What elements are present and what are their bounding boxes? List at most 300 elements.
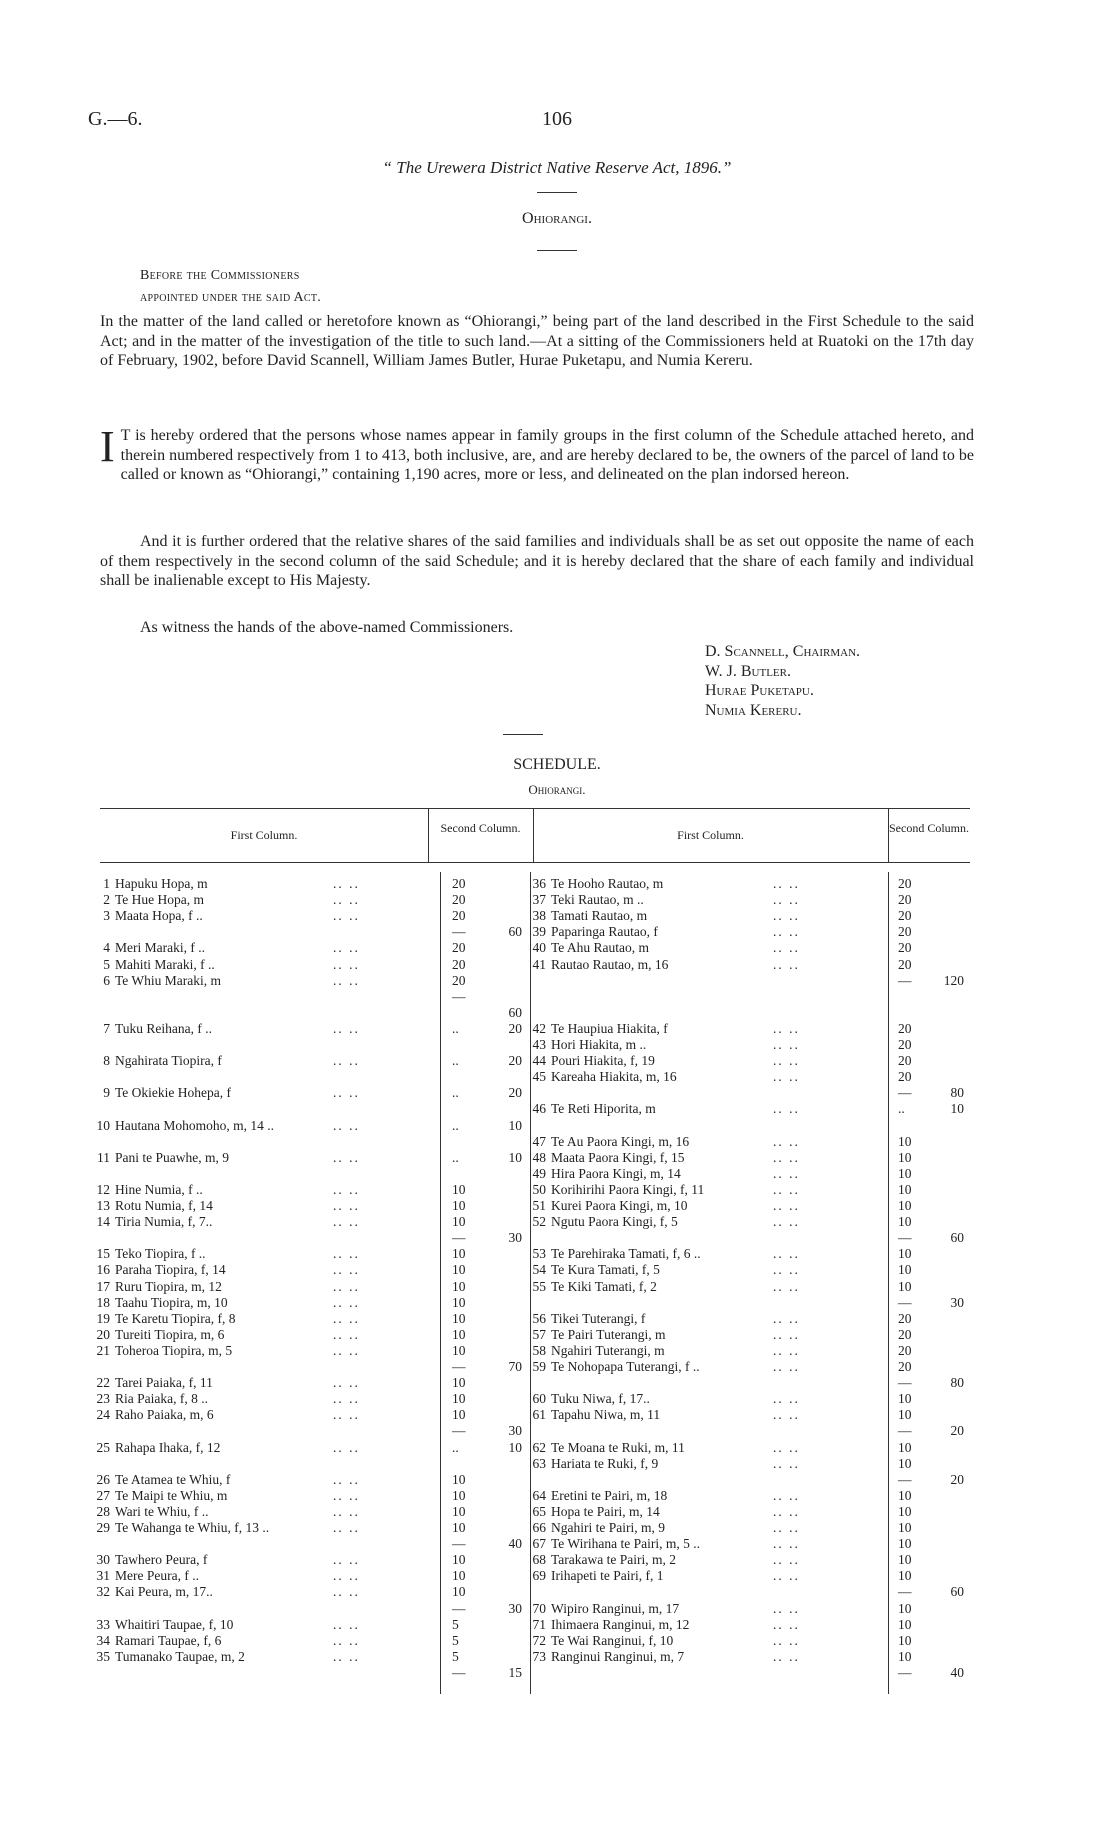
share-value: 10	[452, 1391, 466, 1407]
share-value: 10	[452, 1342, 466, 1358]
row-number: 26	[96, 1471, 110, 1487]
family-total: 30	[950, 1294, 964, 1310]
share-value: 10	[898, 1552, 912, 1568]
table-row	[92, 876, 208, 892]
share-value: 10	[898, 1455, 912, 1471]
table-row	[92, 1488, 227, 1504]
share-value: 20	[898, 876, 912, 891]
act-title: “ The Urewera District Native Reserve Act, 1896.”	[382, 158, 732, 177]
owner-name: Maata Hopa, f ..	[115, 908, 203, 924]
share-value: 10	[898, 1439, 912, 1455]
table-header-rule	[100, 862, 970, 863]
table-row	[92, 1472, 230, 1488]
table-row	[528, 1101, 656, 1117]
share-value: 10	[452, 1471, 466, 1487]
row-number: 45	[532, 1069, 546, 1085]
table-row	[92, 957, 215, 973]
owner-name: Te Karetu Tiopira, f, 8	[115, 1310, 236, 1326]
share-value: —	[898, 1230, 912, 1246]
owner-name: Ranginui Ranginui, m, 7	[551, 1648, 685, 1664]
table-row	[528, 924, 658, 940]
value-rule	[888, 872, 889, 1694]
owner-name: Toheroa Tiopira, m, 5	[115, 1342, 233, 1358]
share-value: 20	[452, 972, 466, 988]
row-number: 40	[532, 940, 546, 956]
table-row	[528, 1246, 701, 1262]
leader-dots: .. ..	[333, 1326, 360, 1342]
leader-dots: .. ..	[773, 956, 800, 972]
share-value: —	[452, 988, 466, 1004]
owner-name: Te Wirihana te Pairi, m, 5 ..	[551, 1536, 700, 1552]
table-row	[528, 1037, 646, 1053]
owner-name: Kareaha Hiakita, m, 16	[551, 1069, 677, 1085]
leader-dots: .. ..	[333, 1085, 360, 1101]
owner-name: Tamati Rautao, m	[551, 908, 648, 924]
row-number: 68	[532, 1552, 546, 1568]
leader-dots: .. ..	[773, 1069, 800, 1085]
table-row	[92, 1617, 233, 1633]
share-value: 10	[898, 1391, 912, 1407]
share-value: 10	[452, 1503, 466, 1519]
owner-name: Tarei Paiaka, f, 11	[115, 1375, 213, 1391]
row-number: 27	[96, 1487, 110, 1503]
share-value: 20	[898, 1342, 912, 1358]
owner-name: Tapahu Niwa, m, 11	[551, 1407, 661, 1423]
share-value: 10	[452, 1294, 466, 1310]
leader-dots: .. ..	[333, 1391, 360, 1407]
share-value: 10	[898, 1616, 912, 1632]
before-line-1: Before the Commissioners	[140, 268, 300, 283]
table-row	[92, 1246, 206, 1262]
leader-dots: .. ..	[773, 1326, 800, 1342]
leader-dots: .. ..	[773, 1520, 800, 1535]
table-row	[92, 1279, 222, 1295]
page-number: 106	[542, 108, 572, 130]
leader-dots: .. ..	[773, 1439, 800, 1455]
owner-name: Hori Hiakita, m ..	[551, 1037, 647, 1052]
owner-name: Hopa te Pairi, m, 14	[551, 1503, 660, 1519]
row-number: 21	[96, 1342, 110, 1358]
family-total: 10	[950, 1101, 964, 1117]
share-value: ..	[452, 1117, 459, 1133]
owner-name: Ngahiri Tuterangi, m	[551, 1342, 665, 1358]
row-number: 53	[532, 1246, 546, 1262]
owner-name: Ruru Tiopira, m, 12	[115, 1278, 222, 1294]
owner-name: Te Atamea te Whiu, f	[115, 1471, 231, 1487]
share-value: 20	[452, 940, 466, 956]
leader-dots: .. ..	[333, 1552, 360, 1568]
share-value: 20	[898, 1359, 912, 1374]
leader-dots: .. ..	[333, 1568, 360, 1584]
owner-name: Hautana Mohomoho, m, 14 ..	[115, 1117, 274, 1133]
family-total: 10	[508, 1149, 522, 1165]
header-second-column-left: Second Column.	[440, 821, 521, 835]
leader-dots: .. ..	[773, 1407, 800, 1423]
owner-name: Te Hue Hopa, m	[115, 892, 205, 908]
share-value: —	[452, 1359, 466, 1374]
leader-dots: .. ..	[333, 892, 360, 908]
owner-name: Te Pairi Tuterangi, m	[551, 1326, 666, 1342]
family-total: 30	[508, 1600, 522, 1616]
row-number: 39	[532, 924, 546, 940]
leader-dots: .. ..	[333, 1214, 360, 1230]
table-row	[528, 1536, 700, 1552]
owner-name: Pani te Puawhe, m, 9	[115, 1149, 229, 1165]
family-total: 60	[950, 1230, 964, 1246]
share-value: —	[898, 1584, 912, 1600]
owner-name: Wari te Whiu, f ..	[115, 1503, 209, 1519]
leader-dots: .. ..	[773, 1181, 800, 1197]
row-number: 73	[532, 1648, 546, 1664]
table-row	[528, 1182, 704, 1198]
leader-dots: .. ..	[333, 1117, 360, 1133]
signature-3: Hurae Puketapu.	[705, 682, 814, 699]
share-value: 10	[898, 1278, 912, 1294]
table-row	[528, 1359, 700, 1375]
owner-name: Whaitiri Taupae, f, 10	[115, 1616, 234, 1632]
signature-2: W. J. Butler.	[705, 662, 791, 680]
leader-dots: .. ..	[773, 1552, 800, 1568]
row-number: 49	[532, 1165, 546, 1181]
share-value: 20	[898, 908, 912, 924]
share-value: 10	[898, 1520, 912, 1535]
owner-name: Tarakawa te Pairi, m, 2	[551, 1552, 677, 1568]
row-number: 10	[96, 1117, 110, 1133]
table-row	[528, 1327, 666, 1343]
share-value: 10	[452, 1520, 466, 1535]
owner-name: Hapuku Hopa, m	[115, 876, 208, 891]
leader-dots: .. ..	[333, 1278, 360, 1294]
row-number: 69	[532, 1568, 546, 1584]
owner-name: Te Wahanga te Whiu, f, 13 ..	[115, 1520, 270, 1535]
owner-name: Te Nohopapa Tuterangi, f ..	[551, 1359, 700, 1374]
divider	[503, 734, 543, 735]
share-value: —	[452, 1536, 466, 1552]
table-row	[92, 1649, 245, 1665]
row-number: 13	[96, 1198, 110, 1213]
share-value: 10	[898, 1600, 912, 1616]
owner-name: Te Parehiraka Tamati, f, 6 ..	[551, 1246, 701, 1262]
order-paragraph	[100, 422, 974, 485]
table-row	[92, 1391, 208, 1407]
share-value: —	[898, 1471, 912, 1487]
leader-dots: .. ..	[773, 1246, 800, 1262]
matter-paragraph	[100, 312, 974, 371]
leader-dots: .. ..	[773, 876, 800, 891]
table-row	[92, 1262, 226, 1278]
leader-dots: .. ..	[773, 1037, 800, 1052]
table-row	[92, 1182, 203, 1198]
row-number: 55	[532, 1278, 546, 1294]
leader-dots: .. ..	[333, 1310, 360, 1326]
header-first-column-right: First Column.	[677, 828, 744, 842]
row-number: 36	[532, 876, 546, 891]
family-total: 15	[508, 1664, 522, 1680]
row-number: 65	[532, 1503, 546, 1519]
share-value: 20	[898, 940, 912, 956]
share-value: 10	[898, 1198, 912, 1213]
share-value: 10	[452, 1552, 466, 1568]
leader-dots: .. ..	[333, 1262, 360, 1278]
row-number: 42	[532, 1020, 546, 1036]
share-value: —	[452, 924, 466, 940]
owner-name: Tikei Tuterangi, f	[551, 1310, 646, 1326]
leader-dots: .. ..	[773, 1536, 800, 1552]
owner-name: Te Kura Tamati, f, 5	[551, 1262, 660, 1278]
table-row	[92, 1633, 221, 1649]
share-value: —	[898, 1294, 912, 1310]
row-number: 8	[103, 1053, 110, 1069]
share-value: 5	[452, 1616, 459, 1632]
owner-name: Ngahiri te Pairi, m, 9	[551, 1520, 665, 1535]
row-number: 70	[532, 1600, 546, 1616]
matter-text: In the matter of the land called or heretofore known as “Ohiorangi,” being part of the land described in the First Schedule to the said Act; and in the matter of the investigation of the title to such land.—At a sitting of the Commissioners held at Ruatoki on the 17th day of February, 1902, before David Scannell, William James Butler, Hurae Puketapu, and Numia Kereru.	[100, 313, 974, 369]
row-number: 71	[532, 1616, 546, 1632]
owner-name: Paraha Tiopira, f, 14	[115, 1262, 226, 1278]
table-row	[92, 1085, 231, 1101]
share-value: 10	[898, 1648, 912, 1664]
leader-dots: .. ..	[333, 908, 360, 924]
table-row	[528, 1568, 663, 1584]
share-value: —	[452, 1600, 466, 1616]
table-row	[92, 1568, 199, 1584]
share-value: 10	[898, 1632, 912, 1648]
document-reference: G.—6.	[88, 108, 143, 130]
owner-name: Te Okiekie Hohepa, f	[115, 1085, 232, 1101]
table-row	[92, 1214, 212, 1230]
owner-name: Te Au Paora Kingi, m, 16	[551, 1133, 690, 1149]
owner-name: Meri Maraki, f ..	[115, 940, 205, 956]
row-number: 24	[96, 1407, 110, 1423]
share-value: 10	[898, 1165, 912, 1181]
value-rule	[440, 872, 441, 1694]
row-number: 46	[532, 1101, 546, 1117]
leader-dots: .. ..	[333, 1342, 360, 1358]
share-value: —	[898, 1664, 912, 1680]
row-number: 12	[96, 1181, 110, 1197]
order-text: T is hereby ordered that the persons whose names appear in family groups in the first column of the Schedule attached hereto, and therein numbered respectively from 1 to 413, both inclusive, are, and are hereby declared to be, the owners of the parcel of land to be called or known as “Ohiorangi,” containing 1,190 acres, more or less, and delineated on the plan indorsed hereon.	[120, 427, 974, 483]
family-total: 40	[950, 1664, 964, 1680]
owner-name: Ihimaera Ranginui, m, 12	[551, 1616, 690, 1632]
owner-name: Teki Rautao, m ..	[551, 892, 644, 908]
owner-name: Mere Peura, f ..	[115, 1568, 199, 1584]
row-number: 6	[103, 972, 110, 988]
owner-name: Tuku Niwa, f, 17..	[551, 1391, 650, 1407]
leader-dots: .. ..	[773, 1342, 800, 1358]
share-value: 10	[898, 1246, 912, 1262]
row-number: 41	[532, 956, 546, 972]
share-value: 10	[898, 1568, 912, 1584]
leader-dots: .. ..	[333, 1584, 360, 1600]
share-value: 10	[898, 1487, 912, 1503]
leader-dots: .. ..	[333, 1503, 360, 1519]
share-value: 20	[898, 1020, 912, 1036]
table-row	[528, 1069, 677, 1085]
leader-dots: .. ..	[333, 1616, 360, 1632]
owner-name: Te Hooho Rautao, m	[551, 876, 664, 891]
leader-dots: .. ..	[333, 1439, 360, 1455]
owner-name: Mahiti Maraki, f ..	[115, 956, 215, 972]
leader-dots: .. ..	[773, 1568, 800, 1584]
share-value: 5	[452, 1632, 459, 1648]
table-row	[528, 957, 668, 973]
leader-dots: .. ..	[333, 1198, 360, 1213]
share-value: 20	[898, 1053, 912, 1069]
row-number: 25	[96, 1439, 110, 1455]
row-number: 34	[96, 1632, 110, 1648]
table-row	[92, 1504, 209, 1520]
row-number: 17	[96, 1278, 110, 1294]
leader-dots: .. ..	[773, 1616, 800, 1632]
row-number: 9	[103, 1085, 110, 1101]
row-number: 20	[96, 1326, 110, 1342]
row-number: 23	[96, 1391, 110, 1407]
leader-dots: .. ..	[773, 1310, 800, 1326]
owner-name: Te Reti Hiporita, m	[551, 1101, 656, 1117]
leader-dots: .. ..	[773, 1455, 800, 1471]
share-value: —	[452, 1423, 466, 1439]
owner-name: Irihapeti te Pairi, f, 1	[551, 1568, 664, 1584]
leader-dots: .. ..	[773, 1503, 800, 1519]
leader-dots: .. ..	[333, 1407, 360, 1423]
table-row	[528, 1617, 689, 1633]
signature-block	[705, 642, 860, 720]
row-number: 2	[103, 892, 110, 908]
owner-name: Ngahirata Tiopira, f	[115, 1053, 222, 1069]
family-total: 20	[950, 1423, 964, 1439]
row-number: 3	[103, 908, 110, 924]
row-number: 4	[103, 940, 110, 956]
leader-dots: .. ..	[773, 1101, 800, 1117]
row-number: 50	[532, 1181, 546, 1197]
owner-name: Te Moana te Ruki, m, 11	[551, 1439, 685, 1455]
leader-dots: .. ..	[333, 1375, 360, 1391]
share-value: 10	[452, 1584, 466, 1600]
table-row	[92, 1311, 236, 1327]
share-value: 20	[898, 1069, 912, 1085]
leader-dots: .. ..	[773, 892, 800, 908]
share-value: 10	[898, 1536, 912, 1552]
row-number: 19	[96, 1310, 110, 1326]
table-row	[92, 973, 221, 989]
divider	[537, 192, 577, 193]
header-second-column-right: Second Column.	[889, 821, 969, 835]
leader-dots: .. ..	[773, 1133, 800, 1149]
share-value: 10	[452, 1310, 466, 1326]
row-number: 15	[96, 1246, 110, 1262]
row-number: 51	[532, 1198, 546, 1213]
leader-dots: .. ..	[773, 1020, 800, 1036]
table-row	[92, 1375, 213, 1391]
table-row	[528, 1198, 687, 1214]
col-divider	[888, 808, 889, 862]
table-row	[528, 908, 647, 924]
table-row	[528, 1279, 657, 1295]
before-heading	[140, 265, 321, 309]
table-row	[92, 892, 204, 908]
table-row	[528, 940, 649, 956]
witness-line: As witness the hands of the above-named Commissioners.	[140, 619, 514, 636]
table-row	[528, 1552, 676, 1568]
family-total: 40	[508, 1536, 522, 1552]
share-value: ..	[452, 1053, 459, 1069]
leader-dots: .. ..	[773, 1487, 800, 1503]
share-value: 20	[452, 956, 466, 972]
owner-name: Pouri Hiakita, f, 19	[551, 1053, 655, 1069]
table-row	[92, 908, 203, 924]
leader-dots: .. ..	[333, 1520, 360, 1535]
row-number: 28	[96, 1503, 110, 1519]
table-row	[528, 1488, 667, 1504]
owner-name: Ngutu Paora Kingi, f, 5	[551, 1214, 678, 1230]
owner-name: Rautao Rautao, m, 16	[551, 956, 669, 972]
share-value: 10	[452, 1326, 466, 1342]
leader-dots: .. ..	[773, 1391, 800, 1407]
leader-dots: .. ..	[333, 1487, 360, 1503]
family-total: 30	[508, 1423, 522, 1439]
table-row	[92, 1327, 224, 1343]
table-row	[92, 1584, 213, 1600]
share-value: 20	[452, 876, 466, 891]
share-value: 10	[898, 1181, 912, 1197]
share-value: ..	[452, 1439, 459, 1455]
row-number: 35	[96, 1648, 110, 1664]
owner-name: Te Ahu Rautao, m	[551, 940, 650, 956]
share-value: 10	[898, 1503, 912, 1519]
table-row	[528, 1456, 658, 1472]
owner-name: Ramari Taupae, f, 6	[115, 1632, 222, 1648]
row-number: 38	[532, 908, 546, 924]
family-total: 120	[943, 972, 964, 988]
row-number: 31	[96, 1568, 110, 1584]
owner-name: Eretini te Pairi, m, 18	[551, 1487, 668, 1503]
family-total: 10	[508, 1439, 522, 1455]
owner-name: Hira Paora Kingi, m, 14	[551, 1165, 681, 1181]
table-row	[528, 876, 663, 892]
leader-dots: .. ..	[333, 1648, 360, 1664]
table-row	[92, 1440, 220, 1456]
share-value: 10	[898, 1149, 912, 1165]
owner-name: Te Wai Ranginui, f, 10	[551, 1632, 674, 1648]
table-row	[92, 1407, 214, 1423]
row-number: 32	[96, 1584, 110, 1600]
share-value: 10	[452, 1407, 466, 1423]
share-value: 10	[452, 1198, 466, 1213]
table-row	[528, 1214, 678, 1230]
owner-name: Te Kiki Tamati, f, 2	[551, 1278, 657, 1294]
leader-dots: .. ..	[773, 940, 800, 956]
share-value: 10	[452, 1375, 466, 1391]
share-value: —	[898, 1085, 912, 1101]
family-total: 20	[508, 1053, 522, 1069]
family-total: 60	[950, 1584, 964, 1600]
share-value: 10	[452, 1568, 466, 1584]
owner-name: Te Haupiua Hiakita, f	[551, 1020, 668, 1036]
row-number: 1	[103, 876, 110, 891]
leader-dots: .. ..	[773, 1165, 800, 1181]
share-value: —	[452, 1664, 466, 1680]
family-total: 60	[508, 1004, 522, 1020]
leader-dots: .. ..	[333, 1020, 360, 1036]
table-row	[528, 1633, 673, 1649]
row-number: 16	[96, 1262, 110, 1278]
share-value: —	[898, 1423, 912, 1439]
row-number: 37	[532, 892, 546, 908]
row-number: 67	[532, 1536, 546, 1552]
leader-dots: .. ..	[333, 940, 360, 956]
row-number: 54	[532, 1262, 546, 1278]
share-value: 20	[898, 1037, 912, 1052]
